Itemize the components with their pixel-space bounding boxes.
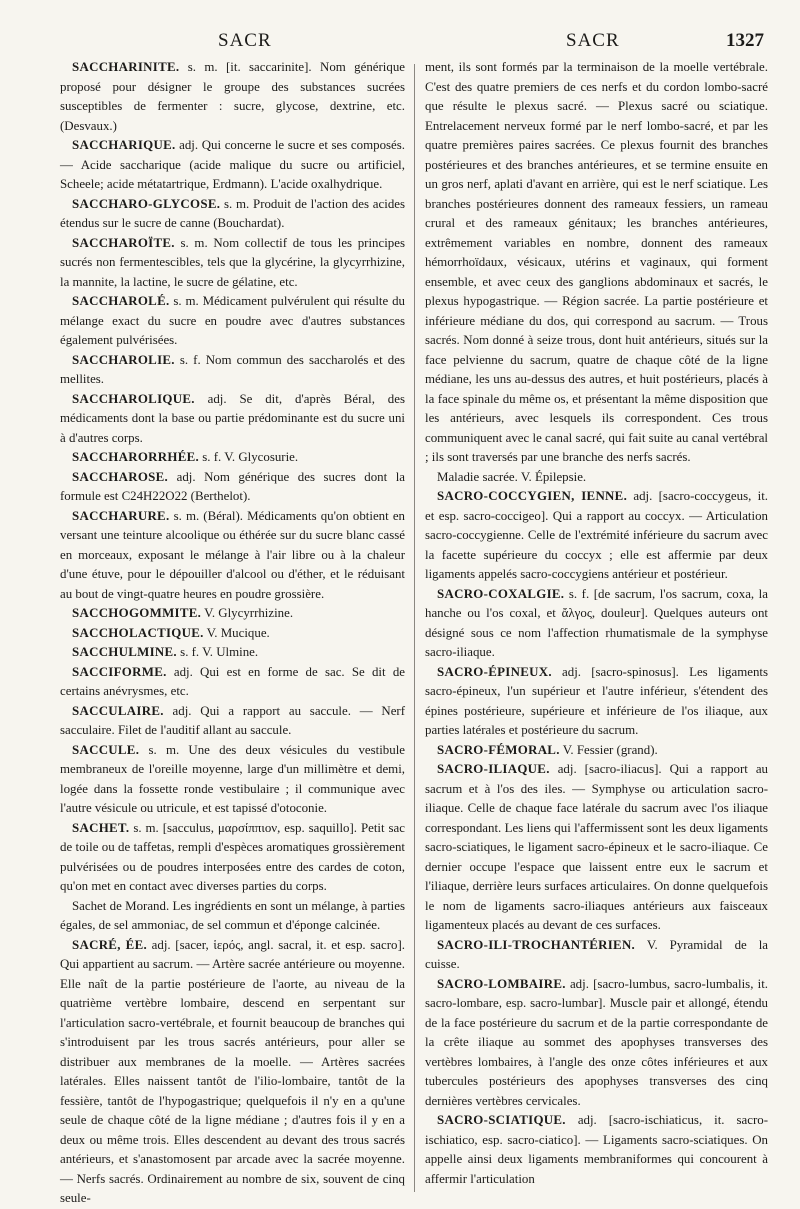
- entry-headword: SACCHAROLIQUE.: [72, 391, 195, 406]
- entry-headword: SACCHAROLÉ.: [72, 294, 170, 308]
- entry-definition: s. m. Nom collectif de tous les principes sucrés non fermentescibles, tels que la glycérine, la glycyrrhizine, la mannite, la lactine, le sucre de gélatine, etc.: [60, 235, 405, 289]
- entry-headword: SACRO-ILI-TROCHANTÉRIEN.: [437, 937, 636, 952]
- dictionary-entry: [60, 936, 405, 1209]
- dictionary-entry: [60, 741, 405, 819]
- entry-headword: SACRO-COCCYGIEN, IENNE.: [437, 489, 628, 503]
- dictionary-entry: [60, 234, 405, 293]
- dictionary-entry: [60, 351, 405, 390]
- dictionary-entry: [425, 1111, 768, 1189]
- entry-definition: s. m. Produit de l'action des acides étendus sur le sucre de canne (Bouchardat).: [60, 196, 405, 230]
- dictionary-entry: [60, 663, 405, 702]
- dictionary-entry: [425, 663, 768, 741]
- dictionary-entry: [425, 487, 768, 585]
- entry-headword: SACCHOGOMMITE.: [72, 606, 202, 620]
- entry-definition: Sachet de Morand. Les ingrédients en sont un mélange, à parties égales, de sel ammoniac, de sel commun et d'éponge calcinée.: [60, 898, 405, 932]
- entry-headword: SACCHARORRHÉE.: [72, 450, 200, 464]
- entry-headword: SACCHAROSE.: [72, 469, 169, 484]
- dictionary-entry: [60, 604, 405, 624]
- entry-definition: adj. [sacro-coccygeus, it. et esp. sacro-coccigeo]. Qui a rapport au coccyx. — Articulation sacro-coccygienne. Celle de l'extrémité inférieure du sacrum avec la facette supérieure du coccyx ; elle est affermie par deux ligaments appelés sacro-coccygiens antérieur et postérieur.: [425, 489, 768, 581]
- entry-definition: adj. [sacer, ἱερός, angl. sacral, it. et esp. sacro]. Qui appartient au sacrum. — Artère sacrée antérieure ou moyenne. Elle naît de la partie postérieure de l'aorte, au niveau de la quatrième vertèbre lombaire, descend en serpentant sur l'articulation sacro-vertébrale, et fournit beaucoup de branches qui s'introduisent par les trous sacrés antérieurs, pour aller se distribuer aux membranes de la moelle. — Artères sacrées latérales. Elles naissent tantôt de l'ilio-lombaire, tantôt de la fessière, tantôt de l'hypogastrique; quelquefois il n'y en a qu'une seule de chaque côté de la ligne médiane ; d'autres fois il y en a deux ou même trois. Elles descendent au devant des trous sacrés antérieurs, et s'anastomosent par arcade avec la sacrée moyenne. — Nerfs sacrés. Ordinairement au nombre de six, souvent de cinq seule-: [60, 937, 405, 1205]
- entry-definition: adj. Qui est en forme de sac. Se dit de certains anévrysmes, etc.: [60, 664, 405, 698]
- dictionary-entry: [425, 975, 768, 1112]
- dictionary-entry: [425, 468, 768, 488]
- entry-definition: adj. [sacro-iliacus]. Qui a rapport au sacrum et à l'os des iles. — Symphyse ou articulation sacro-iliaque. Celle de chaque face latérale du sacrum avec l'os iliaque correspondant. Les liens qui l'affermissent sont les deux ligaments sacro-sciatiques, le ligament sacro-épineux et le sacro-iliaque. Ce dernier occupe l'espace que laissent entre eux le sacrum et l'iliaque, derrière leurs surfaces articulaires. On donne quelquefois le nom de ligaments sacro-iliaques antérieurs aux faisceaux ligamenteux placés au devant de ces surfaces.: [425, 762, 768, 932]
- entry-headword: SACCHARURE.: [72, 508, 170, 523]
- entry-headword: SACCULE.: [72, 742, 140, 757]
- entry-definition: s. f. Nom commun des saccharolés et des mellites.: [60, 352, 405, 386]
- header-right-title: SACR: [566, 30, 620, 51]
- entry-definition: V. Mucique.: [203, 625, 270, 640]
- dictionary-entry: [60, 292, 405, 351]
- dictionary-entry: [60, 819, 405, 897]
- column-divider: [414, 64, 415, 1192]
- entry-headword: SACCHAROÏTE.: [72, 235, 175, 250]
- dictionary-entry: [60, 507, 405, 605]
- entry-definition: adj. Qui a rapport au saccule. — Nerf sacculaire. Filet de l'auditif allant au saccule.: [60, 703, 405, 737]
- left-column: [60, 58, 405, 1209]
- entry-definition: s. m. [it. saccarinite]. Nom générique proposé pour désigner le groupe des substances sucrées susceptibles de fermenter : sucre, glycose, dextrine, etc. (Desvaux.): [60, 60, 405, 133]
- entry-headword: SACCULAIRE.: [72, 703, 164, 718]
- entry-headword: SACCHARIQUE.: [72, 138, 176, 152]
- entry-headword: SACCHAROLIE.: [72, 352, 175, 367]
- dictionary-entry: [425, 936, 768, 975]
- entry-definition: adj. Qui concerne le sucre et ses composés. — Acide saccharique (acide malique du sucre ou artificiel, Scheele; acide métatartrique, Erdmann). L'acide oxalhydrique.: [60, 138, 405, 191]
- dictionary-entry: [60, 195, 405, 234]
- dictionary-entry: [60, 897, 405, 936]
- entry-definition: s. m. Une des deux vésicules du vestibule membraneux de l'oreille moyenne, large d'un millimètre et demi, logée dans la fossette ronde vestibulaire ; il communique avec l'autre vésicule ou utricule, et est tapissé d'otoconie.: [60, 742, 405, 815]
- entry-headword: SACRÉ, ÉE.: [72, 937, 147, 952]
- page-number: 1327: [726, 30, 764, 51]
- entry-definition: s. f. V. Glycosurie.: [199, 450, 299, 464]
- entry-headword: SACRO-SCIATIQUE.: [437, 1113, 566, 1127]
- dictionary-entry: [60, 136, 405, 195]
- entry-definition: s. f. V. Ulmine.: [176, 645, 259, 659]
- entry-headword: SACRO-ÉPINEUX.: [437, 664, 552, 679]
- entry-definition: V. Glycyrrhizine.: [201, 606, 294, 620]
- dictionary-entry: [425, 760, 768, 936]
- dictionary-entry: [425, 741, 768, 761]
- dictionary-entry: [60, 624, 405, 644]
- entry-definition: s. f. [de sacrum, l'os sacrum, coxa, la hanche ou l'os coxal, et ἄλγος, douleur]. Quelques auteurs ont désigné sous ce nom l'affection rhumatismale de la symphyse sacro-iliaque.: [425, 586, 768, 659]
- entry-definition: adj. Se dit, d'après Béral, des médicaments dont la base ou partie prédominante est du sucre uni à d'autres corps.: [60, 391, 405, 445]
- entry-definition: adj. [sacro-spinosus]. Les ligaments sacro-épineux, l'un supérieur et l'autre inférieur, s'étendent des épines postérieure, supérieure et inférieure de l'os iliaque, aux parties latérales et postérieure du sacrum.: [425, 664, 768, 737]
- entry-headword: SACCHULMINE.: [72, 645, 177, 659]
- entry-headword: SACRO-LOMBAIRE.: [437, 976, 566, 991]
- entry-headword: SACHET.: [72, 820, 130, 835]
- entry-headword: SACCHARINITE.: [72, 60, 180, 74]
- entry-headword: SACCHOLACTIQUE.: [72, 625, 204, 640]
- dictionary-entry: [425, 58, 768, 468]
- right-column: [425, 58, 768, 1189]
- entry-definition: Maladie sacrée. V. Épilepsie.: [437, 469, 587, 484]
- entry-headword: SACRO-FÉMORAL.: [437, 742, 560, 757]
- dictionary-entry: [60, 468, 405, 507]
- entry-definition: ment, ils sont formés par la terminaison de la moelle vertébrale. C'est des quatre premiers de ces nerfs et du cordon lombo-sacré que résulte le plexus sacré. — Plexus sacré ou sciatique. Entrelacement nerveux formé par le nerf lombo-sacré, et par les quatre premières paires sacrées. Ce plexus fournit des branches postérieures et des branches antérieures, et se termine ensuite en un gros nerf, aplati d'avant en arrière, qui est le nerf sciatique. Les branches postérieures donnent des rameaux fessiers, un rameau crural et des rameaux génitaux; les branches antérieures, extrêmement variables en nombre, donnent des rameaux hémorrhoïdaux, vésicaux, utérins et vaginaux, qui forment ensemble, et avec ceux des ganglions abdominaux et sacrés, le plexus hypogastrique. — Région sacrée. La partie postérieure et inférieure médiane du dos, qui correspond au sacrum. — Trous sacrés. Nom donné à seize trous, dont huit antérieurs, situés sur la face pelvienne du sacrum, quatre de chaque côté de la ligne médiane, les uns au-dessus des autres, et huit postérieurs, placés à la face spinale du même os, et présentant la même disposition que les antérieurs, avec lesquels ils correspondent. Ces trous communiquent avec le canal sacré, qui fait suite au canal vertébral ; ils sont traversés par une branche des nerfs sacrés.: [425, 60, 768, 464]
- dictionary-entry: [60, 643, 405, 663]
- entry-definition: s. m. (Béral). Médicaments qu'on obtient en versant une teinture alcoolique ou éthérée sur du sucre blanc cassé en morceaux, exposant le mélange à l'air libre ou à la chaleur d'une étuve, pour le dépouiller d'alcool ou d'éther, et le réduisant au bout de vingt-quatre heures en poudre grossière.: [60, 508, 405, 601]
- dictionary-entry: [60, 702, 405, 741]
- entry-definition: V. Fessier (grand).: [559, 742, 658, 757]
- entry-definition: adj. Nom générique des sucres dont la formule est C24H22O22 (Berthelot).: [60, 469, 405, 503]
- dictionary-entry: [60, 448, 405, 468]
- entry-definition: adj. [sacro-ischiaticus, it. sacro-ischiatico, esp. sacro-ciatico]. — Ligaments sacro-sciatiques. On appelle ainsi deux ligaments membraniformes qui concourent à affermir l'articulation: [425, 1113, 768, 1186]
- page-header: [60, 22, 764, 52]
- entry-definition: adj. [sacro-lumbus, sacro-lumbalis, it. sacro-lombare, esp. sacro-lumbar]. Muscle pair et allongé, étendu de la face postérieure du sacrum et de la partie correspondante de la crête iliaque au sommet des apophyses transverses des vertèbres lombaires, à l'angle des onze côtes inférieures et aux tubercules postérieurs des apophyses transverses des cinq dernières vertèbres cervicales.: [425, 976, 768, 1108]
- entry-headword: SACRO-ILIAQUE.: [437, 762, 550, 776]
- dictionary-entry: [425, 585, 768, 663]
- entry-headword: SACRO-COXALGIE.: [437, 586, 565, 601]
- entry-definition: V. Pyramidal de la cuisse.: [425, 937, 768, 971]
- entry-headword: SACCIFORME.: [72, 664, 167, 679]
- dictionary-entry: [60, 58, 405, 136]
- header-left-title: SACR: [218, 30, 272, 51]
- dictionary-entry: [60, 390, 405, 449]
- entry-headword: SACCHARO-GLYCOSE.: [72, 196, 221, 211]
- entry-definition: s. m. Médicament pulvérulent qui résulte du mélange exact du sucre en poudre avec d'autres substances également pulvérisées.: [60, 294, 405, 347]
- entry-definition: s. m. [sacculus, μαρσίππιον, esp. saquillo]. Petit sac de toile ou de taffetas, rempli d'espèces aromatiques grossièrement pulvérisées ou de poudres interposées entre des cardes de coton, qu'on met en contact avec diverses parties du corps.: [60, 820, 405, 893]
